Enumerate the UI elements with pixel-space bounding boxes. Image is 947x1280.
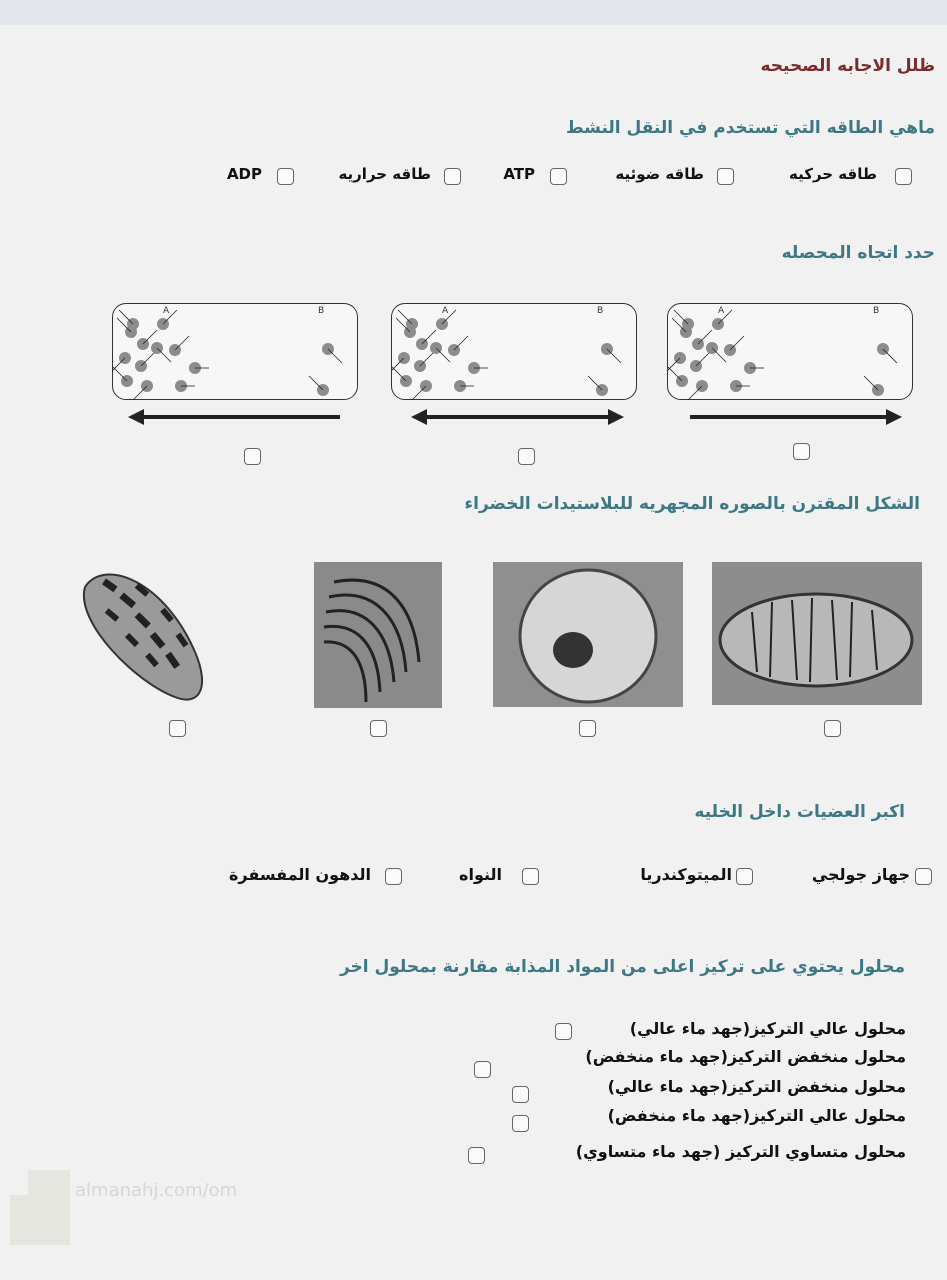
instruction-title: ظلل الاجابه الصحيحه [760,56,935,76]
top-bar [0,0,947,25]
mitochondria-image[interactable] [712,562,922,705]
arrow-both-icon [405,407,630,427]
particle-motion-arrow [133,386,147,400]
particle-motion-arrow [141,352,155,366]
option-label: محلول متساوي التركيز (جهد ماء متساوي) [575,1142,906,1161]
label-a: A [163,306,170,316]
option-checkbox[interactable] [512,1086,529,1103]
option-label: محلول منخفض التركيز(جهد ماء منخفض) [585,1047,906,1066]
option-label: الدهون المفسفرة [228,865,371,884]
particle-motion-arrow [883,349,897,363]
particle-motion-arrow [422,330,436,344]
particle-motion-arrow [588,376,602,390]
option-checkbox[interactable] [385,868,402,885]
question-5: محلول يحتوي على تركيز اعلى من المواد المذابة مقارنة بمحلول اخر [339,957,905,977]
particle-motion-arrow [668,358,680,372]
particle-motion-arrow [392,358,404,372]
question-4: اكبر العضيات داخل الخليه [694,802,905,822]
chloroplast-image[interactable] [75,562,210,704]
option-checkbox[interactable] [824,720,841,737]
diffusion-diagram [391,303,637,400]
option-checkbox[interactable] [474,1061,491,1078]
question-2: حدد اتجاه المحصله [781,243,935,263]
option-checkbox[interactable] [512,1115,529,1132]
option-label: طاقه ضوئيه [615,165,704,183]
option-checkbox[interactable] [579,720,596,737]
option-checkbox[interactable] [736,868,753,885]
particle-motion-arrow [730,336,744,350]
particle-motion-arrow [392,367,406,381]
option-checkbox[interactable] [444,168,461,185]
particle-motion-arrow [436,348,450,362]
arrow-right-icon [685,407,910,427]
arrow-left-icon [120,407,350,427]
option-checkbox[interactable] [915,868,932,885]
option-checkbox[interactable] [277,168,294,185]
label-a: A [442,306,449,316]
particle-motion-arrow [157,348,171,362]
particle-motion-arrow [328,349,342,363]
option-label: الميتوكندريا [640,865,732,884]
diffusion-diagram [667,303,913,400]
particle-motion-arrow [712,348,726,362]
label-a: A [718,306,725,316]
particle-motion-arrow [668,367,682,381]
option-label: طاقه حراريه [338,165,431,183]
particle-motion-arrow [864,376,878,390]
option-label: طاقه حركيه [789,165,877,183]
option-label: محلول عالي التركيز(جهد ماء منخفض) [607,1106,906,1125]
option-checkbox[interactable] [244,448,261,465]
option-checkbox[interactable] [468,1147,485,1164]
particle-motion-arrow [113,367,127,381]
option-checkbox[interactable] [555,1023,572,1040]
particle-motion-arrow [175,336,189,350]
particle-motion-arrow [607,349,621,363]
label-b: B [597,306,604,316]
particle-motion-arrow [698,330,712,344]
particle-motion-arrow [113,358,125,372]
option-checkbox[interactable] [370,720,387,737]
option-label: ADP [226,165,262,183]
option-checkbox[interactable] [793,443,810,460]
label-b: B [873,306,880,316]
option-label: ATP [503,165,535,183]
option-label: محلول منخفض التركيز(جهد ماء عالي) [607,1077,906,1096]
question-3: الشكل المقترن بالصوره المجهريه للبلاستيدات الخضراء [464,494,920,514]
particle-motion-arrow [309,376,323,390]
diffusion-diagram [112,303,358,400]
question-1: ماهي الطاقه التي تستخدم في النقل النشط [565,118,935,138]
option-checkbox[interactable] [895,168,912,185]
watermark-logo-icon [10,1170,72,1246]
particle-motion-arrow [696,352,710,366]
golgi-image[interactable] [314,562,442,708]
particle-motion-arrow [454,336,468,350]
particle-motion-arrow [420,352,434,366]
option-checkbox[interactable] [550,168,567,185]
particle-motion-arrow [143,330,157,344]
watermark-url: almanahj.com/om [75,1180,238,1201]
particle-motion-arrow [412,386,426,400]
option-checkbox[interactable] [518,448,535,465]
option-checkbox[interactable] [522,868,539,885]
option-checkbox[interactable] [717,168,734,185]
option-label: النواه [459,865,502,884]
label-b: B [318,306,325,316]
option-checkbox[interactable] [169,720,186,737]
nucleus-image[interactable] [493,562,683,707]
option-label: جهاز جولجي [811,865,910,884]
particle-motion-arrow [688,386,702,400]
option-label: محلول عالي التركيز(جهد ماء عالي) [629,1019,906,1038]
